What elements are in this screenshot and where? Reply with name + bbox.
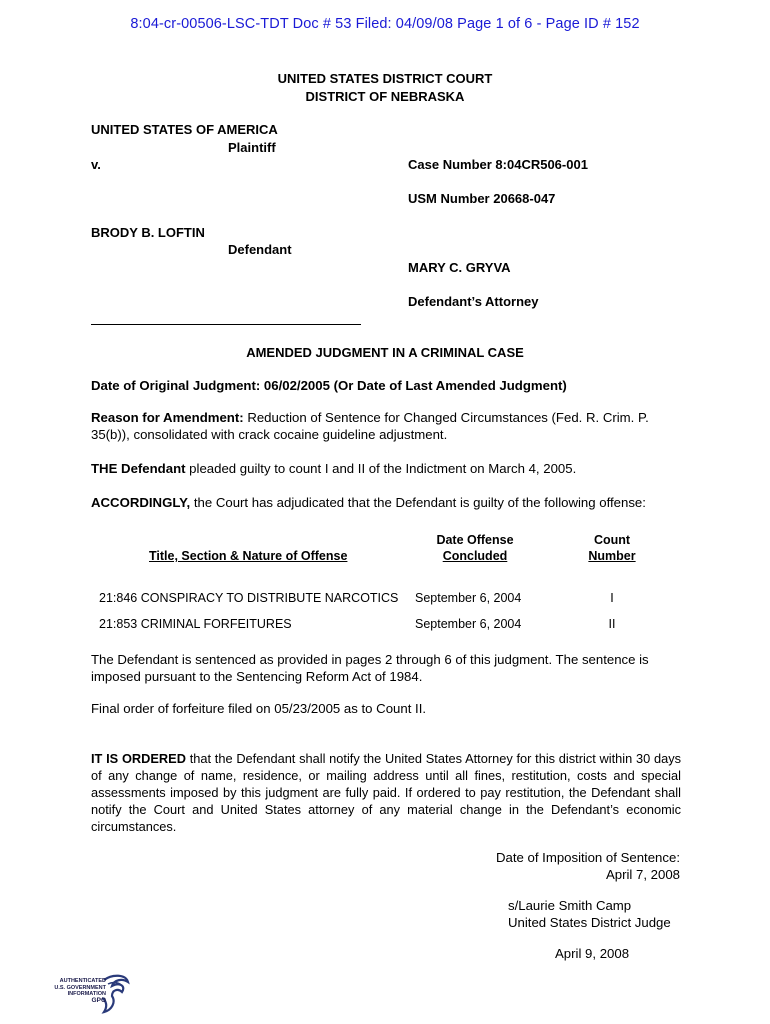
amendment-reason (91, 409, 681, 443)
amendment-label: Reason for Amendment: (91, 410, 244, 425)
versus: v. (91, 157, 101, 172)
gpo-logo-line2: U.S. GOVERNMENT (54, 984, 106, 991)
defendant-role: Defendant (228, 242, 292, 257)
signature-date: April 9, 2008 (555, 946, 630, 961)
judgment-title: AMENDED JUDGMENT IN A CRIMINAL CASE (246, 345, 524, 360)
signer-title: United States District Judge (508, 915, 671, 930)
amendment-text: Reduction of Sentence for Changed Circumstances (Fed. R. Crim. P. 35(b)), consolidated with crack cocaine guideline adjustment. (91, 410, 649, 442)
sentenced-statement: The Defendant is sentenced as provided in pages 2 through 6 of this judgment. The sentence is imposed pursuant to the Sentencing Reform Act of 1984. (91, 652, 649, 684)
defendant-name: BRODY B. LOFTIN (91, 225, 205, 240)
plaintiff-name: UNITED STATES OF AMERICA (91, 122, 278, 137)
plaintiff-role: Plaintiff (228, 140, 276, 155)
ordered-text: that the Defendant shall notify the United States Attorney for this district within 30 days of any change of name, residence, or mailing address until all fines, restitution, costs and special assessments imposed by this judgment are fully paid. If ordered to pay restitution, the Defendant shall notify the Court and United States attorney of any material change in the Defendant’s economic circumstances. (91, 751, 681, 834)
accordingly-text: the Court has adjudicated that the Defendant is guilty of the following offense: (190, 495, 646, 510)
table-row-offense: 21:846 CONSPIRACY TO DISTRIBUTE NARCOTICS (99, 591, 399, 605)
plea-text: pleaded guilty to count I and II of the Indictment on March 4, 2005. (185, 461, 577, 476)
signature-block (508, 897, 671, 931)
imposition-label: Date of Imposition of Sentence: (495, 850, 680, 865)
gpo-logo-line3: INFORMATION (67, 991, 106, 997)
attorney-name: MARY C. GRYVA (408, 260, 511, 275)
table-header-date-1: Date Offense (436, 533, 514, 547)
usm-number: USM Number 20668-047 (408, 191, 556, 206)
forfeiture-statement: Final order of forfeiture filed on 05/23/2005 as to Count II. (91, 701, 427, 716)
table-row-date: September 6, 2004 (415, 591, 522, 605)
plea-label: THE Defendant (91, 461, 186, 476)
gpo-logo-line1: AUTHENTICATED (59, 978, 106, 984)
gpo-logo-line4: GPO (91, 996, 106, 1004)
ordered-statement (91, 750, 681, 835)
gpo-authentication-logo (42, 972, 137, 1017)
document-header-stamp: 8:04-cr-00506-LSC-TDT Doc # 53 Filed: 04/09/08 Page 1 of 6 - Page ID # 152 (130, 16, 640, 32)
signer-name: s/Laurie Smith Camp (508, 898, 632, 913)
table-row-count: II (608, 617, 616, 631)
case-number: Case Number 8:04CR506-001 (408, 157, 588, 172)
table-row-count: I (610, 591, 614, 605)
court-name: UNITED STATES DISTRICT COURT (277, 71, 493, 86)
table-row-offense: 21:853 CRIMINAL FORFEITURES (99, 617, 292, 631)
table-header-offense: Title, Section & Nature of Offense (149, 549, 348, 563)
court-district: DISTRICT OF NEBRASKA (305, 89, 465, 104)
imposition-date: April 7, 2008 (605, 867, 680, 882)
accordingly-statement (91, 494, 681, 511)
plea-statement (91, 460, 681, 477)
table-header-count-1: Count (593, 533, 631, 547)
accordingly-label: ACCORDINGLY, (91, 495, 191, 510)
caption-divider (91, 324, 361, 325)
attorney-role: Defendant’s Attorney (408, 294, 539, 309)
table-header-date-2: Concluded (442, 549, 508, 563)
table-header-count-2: Number (588, 549, 636, 563)
imposition-block (496, 849, 680, 883)
original-judgment-date: Date of Original Judgment: 06/02/2005 (Or Date of Last Amended Judgment) (91, 378, 567, 393)
table-row-date: September 6, 2004 (415, 617, 522, 631)
ordered-label: IT IS ORDERED (91, 751, 186, 766)
